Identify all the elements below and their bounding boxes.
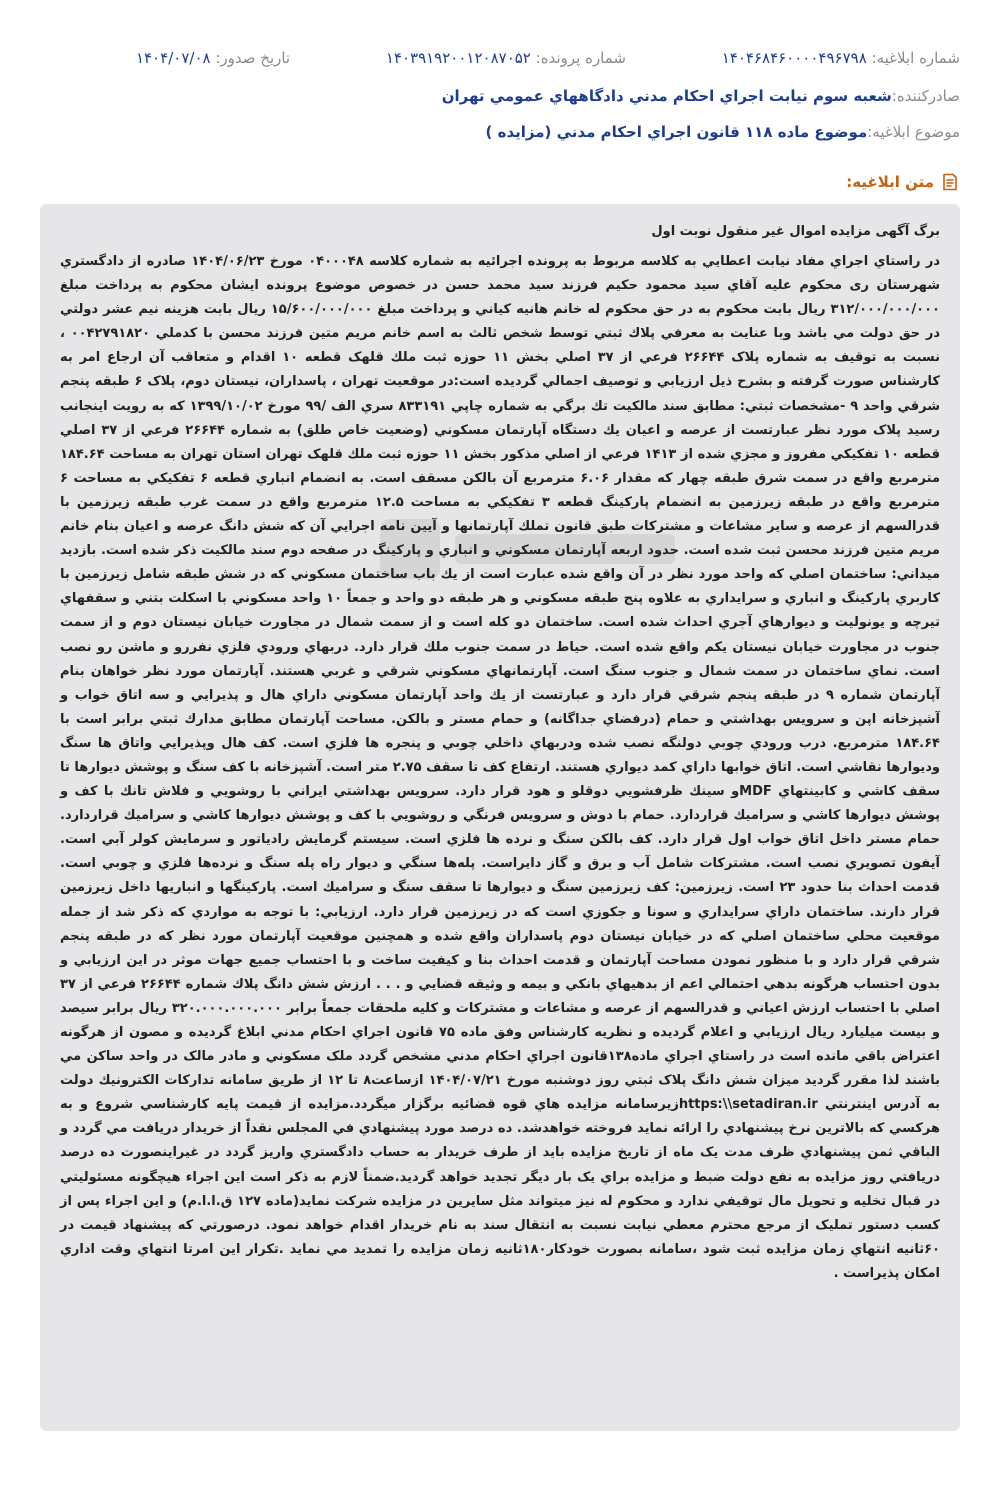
subject-value: موضوع ماده ۱۱۸ قانون اجراي احكام مدني (مزايده ) [485,123,868,141]
issuer-value: شعبه سوم نيابت اجراي احكام مدني دادگاههاي عمومي تهران [441,87,892,105]
issuer-label: صادرکننده: [891,87,960,105]
notice-body-text: در راستاي اجراي مفاد نيابت اعطايي به كلاسه مربوط به پرونده اجرائيه به شماره كلاسه ۰۴۰۰۰۴۸ مورخ ۱۴۰۴/۰۶/۲۳ صادره از دادگستري شهرستان ری محكوم عليه آقاي سيد محمود حكيم فرزند سيد محمد حسن در خصوص موضوع پرونده ايشان محكوم به پرداخت مبلغ ۳۱۲/۰۰۰/۰۰۰/۰۰۰ ريال بابت محكوم به در حق محكوم له خانم هانيه كياني و پرداخت مبلغ ۱۵/۶۰۰/۰۰۰/۰۰۰ ريال بابت هزينه نيم عشر دولتي در حق دولت مي باشد وبا عنايت به معرفي پلاك ثبتي توسط شخص ثالث به اسم خانم مريم متين فرزند محسن با كدملي ۰۰۴۲۷۹۱۸۲۰ ، نسبت به توقيف به شماره پلاک ۲۶۶۴۴ فرعي از ۳۷ اصلي بخش ۱۱ حوزه ثبت ملك قلهک قطعه ۱۰ اقدام و متعاقب آن ارجاع امر به كارشناس صورت گرفته و بشرح ذيل ارزيابي و توصيف اجمالي گرديده است:در موقعيت تهران ، پاسداران، نيستان دوم، پلاک ۶ طبقه پنجم شرقي واحد ۹ -مشخصات ثبتي: مطابق سند مالكيت تك برگي به شماره چاپي ۸۳۳۱۹۱ سري الف /۹۹ مورخ ۱۳۹۹/۱۰/۰۲ كه به رويت اينجانب رسيد پلاک مورد نظر عبارتست از عرصه و اعيان يك دستگاه آپارتمان مسكوني (وضعيت خاص طلق) به شماره ۲۶۶۴۴ فرعي از ۳۷ اصلي قطعه ۱۰ تفكيكي مفروز و مجزي شده از ۱۴۱۳ فرعي از اصلي مذكور بخش ۱۱ حوزه ثبت ملك قلهک تهران استان تهران به مساحت ۱۸۴.۶۴ مترمربع واقع در سمت شرق طبقه چهار كه مقدار ۶.۰۶ مترمربع آن بالكن مسقف است. به انضمام انباري قطعه ۶ تفكيكي به مساحت ۶ مترمربع واقع در طبقه زيرزمين به انضمام پاركينگ قطعه ۳ تفكيكي به مساحت ۱۲.۵ مترمربع واقع در سمت غرب طبقه زيرزمين با قدرالسهم از عرصه و ساير مشاعات و مشتركات طبق قانون تملك آپارتمانها و آيين نامه اجرايي آن كه شش دانگ عرصه و اعيان بنام خانم مريم متين فرزند محسن ثبت شده است. حدود اربعه آپارتمان مسكوني و انباري و پاركينگ در صفحه دوم سند مالكيت ذكر شده است. بازديد ميداني: ساختمان اصلي كه واحد مورد نظر در آن واقع شده عبارت است از يك باب ساختمان مسكوني كه در شش طبقه شامل زيرزمين با كاربري پاركينگ و انباري و سرايداري به علاوه پنج طبقه مسكوني و هر طبقه دو واحد و جمعاً ۱۰ واحد مسكوني با اسكلت بتني و سقفهاي تيرچه و يونوليت و ديوارهاي آجري احداث شده است. ساختمان دو كله است و از سمت شمال در مجاورت خيابان نيستان دوم و از سمت جنوب در مجاورت خيابان نيستان يكم واقع شده است. حياط در سمت جنوب ملك قرار دارد. دربهاي ورودي فلزي نفررو و ماشن رو نصب است. نماي ساختمان در سمت شمال و جنوب سنگ است. آپارتمانهاي مسكوني شرقي و غربي هستند. آپارتمان مورد نظر خواهان بنام آپارتمان شماره ۹ در طبقه پنجم شرقي قرار دارد و عبارتست از يك واحد آپارتمان مسكوني داراي هال و پذيرايي و سه اتاق خواب و آشپزخانه اپن و سرويس بهداشتي و حمام (درفضاي جداگانه) و حمام مستر و بالكن. مساحت آپارتمان مطابق مدارك ثبتي برابر است با ۱۸۴.۶۴ مترمربع. درب ورودي چوبي دولنگه نصب شده ودربهاي داخلي چوبي و پنجره ها فلزي است. كف هال وپذيرايي واتاق ها سنگ وديوارها نقاشي است. اتاق خوابها داراي كمد ديواري هستند. ارتفاع كف تا سقف ۲.۷۵ متر است. آشپزخانه با كف سنگ و پوشش ديوارها تا سقف كاشي و كابينتهاي MDFو سينك ظرفشويي دوقلو و هود قرار دارد. سرويس بهداشتي ايراني با روشويي و فلاش تانك با كف و پوشش ديوارها كاشي و سراميك قراردارد. حمام با دوش و سرويس فرنگي و روشويي با كف و پوشش ديوارها كاشي و سراميك قراردارد. حمام مستر داخل اتاق خواب اول قرار دارد. كف بالكن سنگ و نرده ها فلزي است. سيستم گرمايش رادياتور و سرمايش كولر آبي است. آيفون تصويري نصب است. مشتركات شامل آب و برق و گاز دايراست. پله‌ها سنگي و ديوار راه پله سنگ و نرده‌ها فلزي و چوبي است. قدمت احداث بنا حدود ۲۳ است. زيرزمين: كف زيرزمين سنگ و ديوارها تا سقف سنگ و سراميك است. پاركينگها و انباريها داخل زيرزمين قرار دارند. ساختمان داراي سرايداري و سونا و جكوزي است كه در زيرزمين قرار دارد. ارزيابي: با توجه به مواردي كه ذكر شد از جمله موقعيت محلي ساختمان اصلي كه در خيابان نيستان دوم پاسداران واقع شده و همچنين موقعيت آپارتمان مورد نظر كه در طبقه پنجم شرقي قرار دارد و با منظور نمودن مساحت آپارتمان و قدمت احداث بنا و كيفيت ساخت و با احتساب جميع جهات موثر در اين ارزيابي و بدون احتساب هرگونه بدهي احتمالي اعم از بدهيهاي بانكي و بيمه و وثيقه قضايي و . . . ارزش شش دانگ پلاك شماره ۲۶۶۴۴ فرعي از ۳۷ اصلي با احتساب ارزش اعياني و قدرالسهم از عرصه و مشاعات و مشتركات و كليه ملحقات جمعاً برابر ۳۲۰.۰۰۰.۰۰۰.۰۰۰ ريال برابر سيصد و بيست ميليارد ريال ارزيابي و اعلام گرديده و نظريه كارشناس وفق ماده ۷۵ قانون اجراي احكام مدني ابلاغ گرديده و مصون از هرگونه اعتراض باقي مانده است در راستاي اجراي ماده۱۳۸قانون اجراي احكام مدني مشخص گردد ملک مسكوني و مادر مالک در واحد ساكن مي باشند لذا مقرر گرديد ميزان شش دانگ پلاک ثبتي روز دوشنبه مورخ ۱۴۰۴/۰۷/۲۱ ازساعت۸ تا ۱۲ از طريق سامانه تداركات الكترونيك دولت به آدرس اينترنتي https:\\setadiran.irزيرسامانه مزايده هاي قوه قضائيه برگزار ميگردد.مزايده از قيمت پايه كارشناسي شروع و به هركسي كه بالاترين نرخ پيشنهادي را ارائه نمايد فروخته خواهدشد. ده درصد مورد پيشنهادي في المجلس نقداً از خريدار دريافت مي گردد و الباقي ثمن پيشنهادي ظرف مدت يک ماه از تاريخ مزايده بايد از طرف خريدار به حساب دادگستري واريز گردد در غيراينصورت ده درصد دريافتي روز مزايده به نفع دولت ضبط و مزايده براي يک بار ديگر تجديد خواهد گرديد.ضمناً لازم به ذكر است اين اجراء هيچگونه مسئوليتي در قبال تخليه و تحويل مال توقيفي ندارد و محكوم له نيز ميتواند مثل سايرين در مزايده شركت نمايد(ماده ۱۲۷ ق.ا.ا.م) و اين اجراء پس از كسب دستور تمليک از مرجع محترم معطي نيابت نسبت به انتقال سند به نام خريدار اقدام خواهد نمود. درصورتي كه پيشنهاد قيمت در ۶۰ثانيه انتهاي زمان مزايده ثبت شود ،سامانه بصورت خودكار۱۸۰ثانيه زمان مزايده را تمديد مي نمايد .تكرار اين امرتا انتهاي وقت اداري امكان پذيراست . [60,254,941,1281]
issue-date [136,48,290,68]
notice-title: برگ آگهی مزایده اموال غیر منقول نوبت اول [651,224,940,239]
issue-date-label: تاريخ صدور: [215,49,291,67]
header-meta-row [40,48,960,68]
notice-heading-label: متن ابلاغيه: [846,173,934,191]
notice-number-label: شماره ابلاغيه: [871,49,960,67]
case-number-value: ۱۴۰۳۹۱۹۲۰۰۱۲۰۸۷۰۵۲ [385,49,531,67]
notice-heading [846,172,960,192]
document-text-icon [940,172,960,192]
case-number [386,48,626,68]
issue-date-value: ۱۴۰۴/۰۷/۰۸ [136,49,211,67]
subject-label: موضوع ابلاغيه: [867,123,960,141]
notice-text-box [40,204,960,1431]
subject-row [40,122,960,142]
notice-number-value: ۱۴۰۴۶۸۴۶۰۰۰۰۴۹۶۷۹۸ [721,49,867,67]
notice-number [722,48,960,68]
issuer-row [40,86,960,106]
case-number-label: شماره پرونده: [535,49,626,67]
